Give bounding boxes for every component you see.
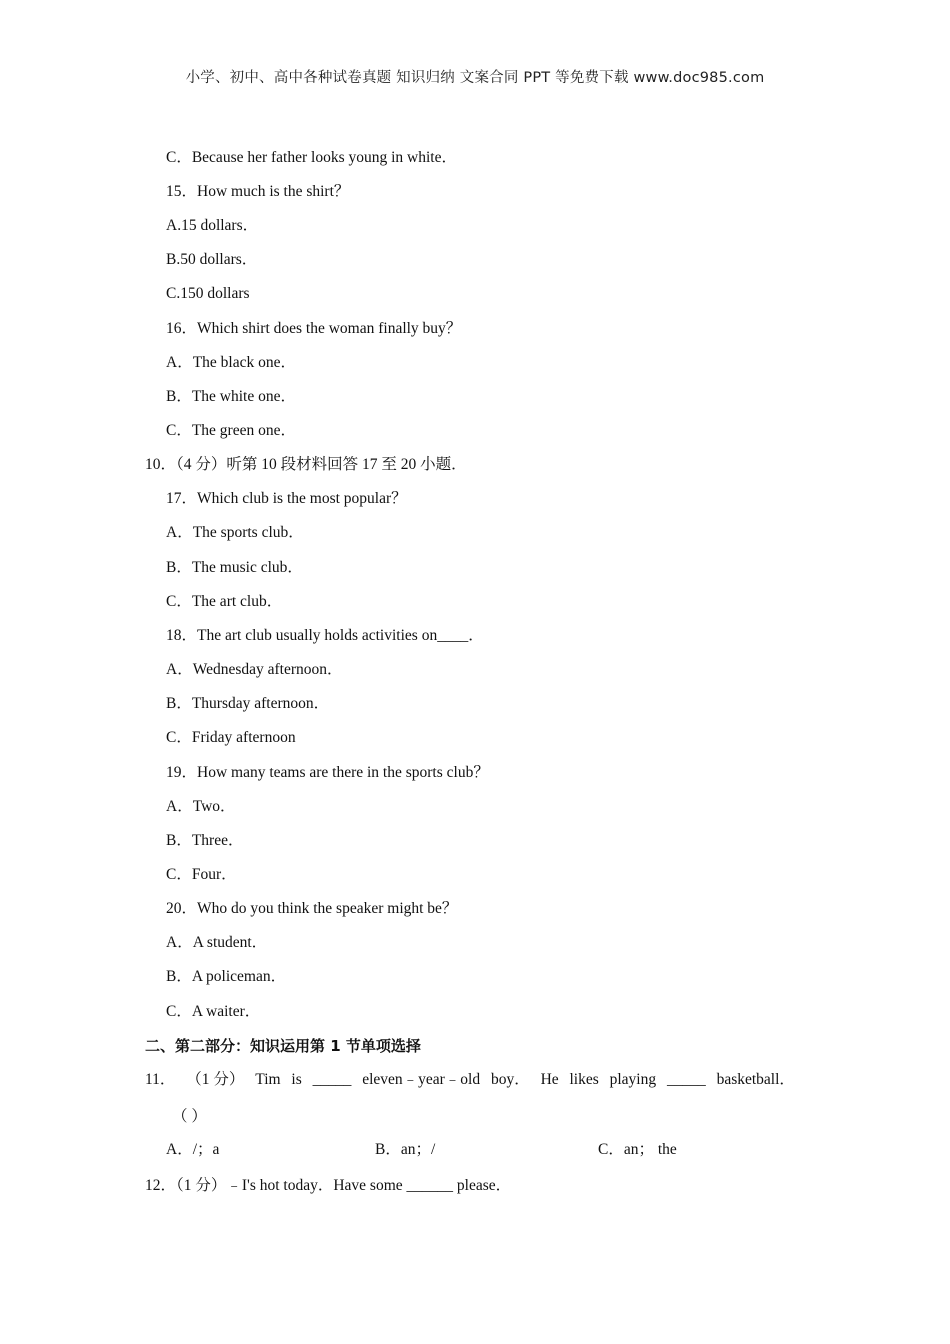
q11-word: （1 分） [186,1071,245,1088]
q11-answer-parentheses: （ ） [172,1108,207,1125]
q11-word: basketball． [716,1071,795,1088]
option-18a: A．Wednesday afternoon． [166,661,343,678]
q11-word: Tim [255,1071,281,1088]
question-12: 12．（1 分）﹣I's hot today．Have some ______ please． [145,1177,512,1194]
option-15a: A.15 dollars． [166,217,259,234]
option-11a: A．/；a [166,1141,220,1158]
q11-blank: _____ [666,1071,706,1088]
section-10-instruction: 10．（4 分）听第 10 段材料回答 17 至 20 小题． [145,456,467,473]
option-18b: B．Thursday afternoon． [166,695,330,712]
question-15: 15．How much is the shirt？ [166,183,350,200]
question-18: 18．The art club usually holds activities on____． [166,627,484,644]
option-17c: C．The art club． [166,593,283,610]
question-11 [145,1070,795,1090]
option-20b: B．A policeman． [166,968,287,985]
section-heading-part-two: 二、第二部分：知识运用第 1 节单项选择 [145,1037,421,1055]
q11-word: boy． [490,1071,530,1088]
option-11c: C．an； the [598,1141,677,1158]
question-19: 19．How many teams are there in the sports club？ [166,764,489,781]
option-18c: C．Friday afternoon [166,729,296,746]
q11-word: eleven﹣year﹣old [362,1071,481,1088]
option-16c: C．The green one． [166,422,296,439]
option-11b: B．an；/ [375,1141,436,1158]
option-15b: B.50 dollars． [166,251,258,268]
option-17b: B．The music club． [166,559,303,576]
option-14c: C．Because her father looks young in white． [166,149,457,166]
option-20c: C．A waiter． [166,1003,261,1020]
q11-word: 11． [145,1071,176,1088]
q11-word: He [540,1071,559,1088]
option-16b: B．The white one． [166,388,297,405]
option-15c: C.150 dollars [166,285,250,302]
q11-word: likes [569,1071,599,1088]
question-16: 16．Which shirt does the woman finally buy？ [166,320,462,337]
question-17: 17．Which club is the most popular？ [166,490,407,507]
option-19a: A．Two． [166,798,236,815]
option-17a: A．The sports club． [166,524,304,541]
option-20a: A．A student． [166,934,268,951]
option-19c: C．Four． [166,866,237,883]
q11-blank: _____ [312,1071,352,1088]
q11-word: is [291,1071,302,1088]
q11-word: playing [609,1071,657,1088]
question-20: 20．Who do you think the speaker might be？ [166,900,458,917]
option-19b: B．Three． [166,832,244,849]
option-16a: A．The black one． [166,354,296,371]
page-header-banner: 小学、初中、高中各种试卷真题 知识归纳 文案合同 PPT 等免费下载 www.doc985.com [185,70,765,86]
